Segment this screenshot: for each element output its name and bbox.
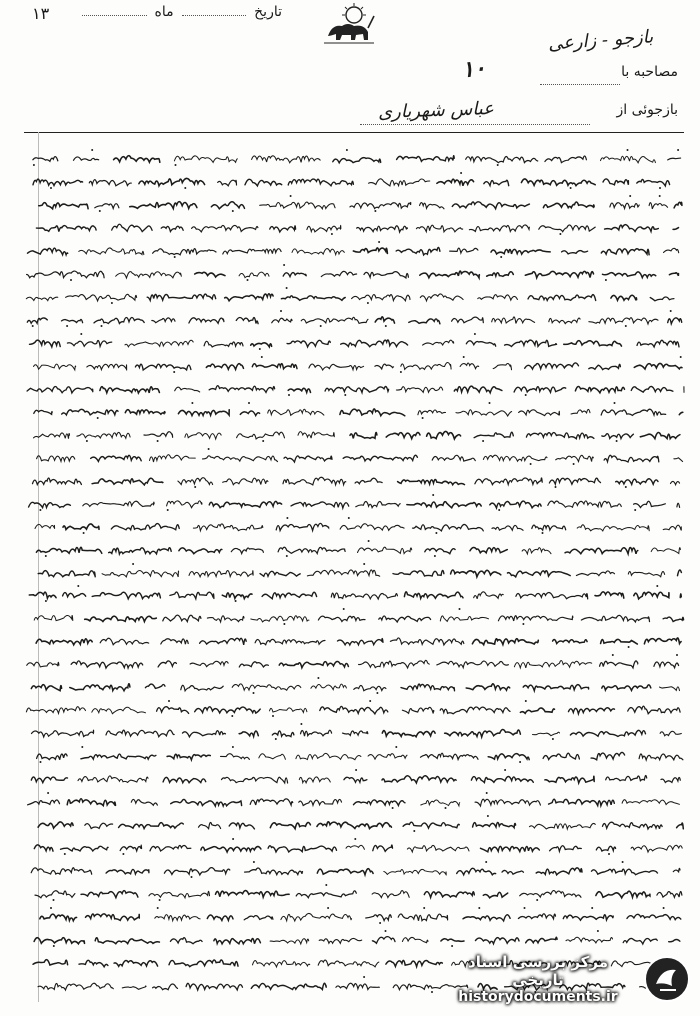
handwritten-line bbox=[22, 376, 686, 398]
handwritten-line bbox=[22, 605, 686, 627]
handwritten-text-body bbox=[22, 146, 686, 996]
handwritten-line bbox=[22, 284, 686, 306]
lion-and-sun-emblem bbox=[318, 2, 380, 46]
header-rule bbox=[24, 132, 684, 133]
history-documents-logo bbox=[642, 954, 692, 1004]
interrogation-dotted-line bbox=[360, 124, 590, 125]
watermark-text bbox=[442, 953, 634, 1005]
handwritten-line bbox=[22, 858, 686, 880]
handwritten-line bbox=[22, 192, 686, 214]
handwritten-line bbox=[22, 789, 686, 811]
handwritten-line bbox=[22, 582, 686, 604]
handwritten-line bbox=[22, 835, 686, 857]
handwritten-line bbox=[22, 927, 686, 949]
date-label: تاریخ bbox=[254, 4, 282, 20]
handwritten-line bbox=[22, 904, 686, 926]
handwritten-line bbox=[22, 491, 686, 513]
page-number: ۱۳ bbox=[32, 4, 50, 23]
handwritten-line bbox=[22, 514, 686, 536]
handwritten-line bbox=[22, 697, 686, 719]
handwritten-line bbox=[22, 881, 686, 903]
sheet-number: ۱۰ bbox=[460, 54, 487, 84]
handwritten-line bbox=[22, 146, 686, 168]
handwritten-line bbox=[22, 560, 686, 582]
interrogation-subject: عباس شهریاری bbox=[377, 97, 495, 124]
handwritten-line bbox=[22, 674, 686, 696]
month-dots bbox=[82, 5, 147, 16]
handwritten-line bbox=[22, 628, 686, 650]
handwritten-line bbox=[22, 215, 686, 237]
handwritten-line bbox=[22, 468, 686, 490]
archive-watermark bbox=[442, 950, 692, 1008]
interview-label: مصاحبه با bbox=[621, 64, 678, 80]
handwritten-line bbox=[22, 330, 686, 352]
watermark-title: مرکز بررسی اسناد تاریخی bbox=[468, 953, 608, 989]
handwritten-line bbox=[22, 307, 686, 329]
month-label: ماه bbox=[154, 4, 174, 20]
handwritten-line bbox=[22, 261, 686, 283]
handwritten-line bbox=[22, 720, 686, 742]
handwritten-line bbox=[22, 651, 686, 673]
handwritten-line bbox=[22, 445, 686, 467]
interrogator-note: بازجو - زارعی bbox=[547, 26, 654, 55]
handwritten-line bbox=[22, 169, 686, 191]
handwritten-line bbox=[22, 399, 686, 421]
interview-dotted-line bbox=[540, 84, 620, 85]
handwritten-line bbox=[22, 353, 686, 375]
handwritten-line bbox=[22, 766, 686, 788]
handwritten-line bbox=[22, 238, 686, 260]
handwritten-line bbox=[22, 537, 686, 559]
watermark-url: historydocuments.ir bbox=[458, 989, 618, 1005]
handwritten-line bbox=[22, 812, 686, 834]
date-dots bbox=[182, 5, 247, 16]
interrogation-label: بازجوئی از bbox=[616, 102, 678, 118]
handwritten-line bbox=[22, 743, 686, 765]
date-field bbox=[82, 4, 282, 20]
handwritten-line bbox=[22, 422, 686, 444]
